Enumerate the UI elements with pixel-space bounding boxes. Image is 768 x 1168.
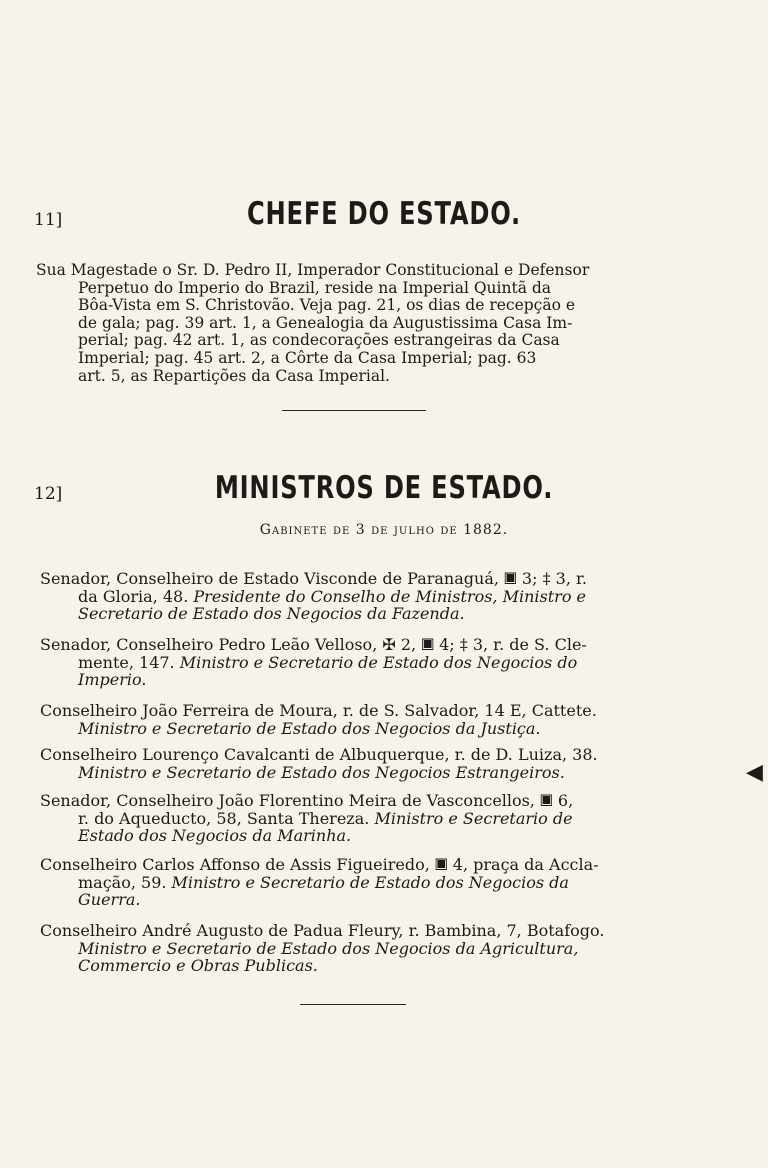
section-number: 12] [34,484,63,504]
entry-line: da Gloria, 48. Presidente do Conselho de Ministros, Ministro e [78,586,586,606]
entry-line: Estado dos Negocios da Marinha. [78,826,352,845]
entry-line: Commercio e Obras Publicas. [78,956,318,975]
divider-rule [282,410,426,411]
entry-line: Senador, Conselheiro Pedro Leão Velloso, ✠ 2, 🞕 4; ‡ 3, r. de S. Cle- [40,635,587,654]
entry-line: Senador, Conselheiro João Florentino Meira de Vasconcellos, 🞕 6, [40,791,574,810]
minister-entry [40,922,674,975]
cabinet-subtitle [0,522,768,538]
paragraph-line: Sua Magestade o Sr. D. Pedro II, Imperador Constitucional e Defensor [36,261,590,279]
divider-rule [300,1004,406,1005]
paragraph-line: Bôa-Vista em S. Christovão. Veja pag. 21, os dias de recepção e [78,296,576,315]
entry-line: Guerra. [78,890,141,909]
minister-entry [40,570,674,623]
entry-line: mação, 59. Ministro e Secretario de Estado dos Negocios da [78,872,569,892]
chefe-paragraph [36,262,668,385]
entry-line: Conselheiro João Ferreira de Moura, r. de S. Salvador, 14 E, Cattete. [40,701,597,720]
entry-line: Ministro e Secretario de Estado dos Negocios da Justiça. [78,718,541,738]
subtitle-year: 1882. [463,522,509,538]
entry-line: Imperio. [78,670,147,689]
minister-entry [40,792,674,845]
entry-line: Conselheiro André Augusto de Padua Fleury, r. Bambina, 7, Botafogo. [40,921,605,940]
entry-line: mente, 147. Ministro e Secretario de Estado dos Negocios do [78,652,578,672]
paragraph-line: perial; pag. 42 art. 1, as condecorações estrangeiras da Casa [78,331,560,350]
section-header-chefe [34,196,734,236]
paragraph-line: Perpetuo do Imperio do Brazil, reside na Imperial Quintã da [78,278,552,297]
entry-line: r. do Aqueducto, 58, Santa Thereza. Ministro e Secretario de [78,808,573,828]
minister-entry [40,636,674,689]
section-title: CHEFE DO ESTADO. [246,196,522,232]
subtitle-day: 3 [355,522,366,538]
subtitle-text: Gabinete de [259,522,356,538]
entry-line: Secretario de Estado dos Negocios da Fazenda. [78,604,465,623]
entry-line: Senador, Conselheiro de Estado Visconde de Paranaguá, 🞕 3; ‡ 3, r. [40,569,587,588]
minister-entry [40,702,674,737]
subtitle-text: de julho de [365,522,464,538]
entry-line: Conselheiro Carlos Affonso de Assis Figueiredo, 🞕 4, praça da Accla- [40,855,599,874]
entry-line: Conselheiro Lourenço Cavalcanti de Albuquerque, r. de D. Luiza, 38. [40,745,598,764]
section-number: 11] [34,210,63,230]
section-title: MINISTROS DE ESTADO. [214,470,554,506]
section-header-ministros [34,470,734,510]
entry-line: Ministro e Secretario de Estado dos Negocios da Agricultura, [78,938,579,958]
paragraph-line: de gala; pag. 39 art. 1, a Genealogia da Augustissima Casa Im- [78,313,573,332]
entry-line: Ministro e Secretario de Estado dos Negocios Estrangeiros. [78,762,565,782]
paragraph-line: art. 5, as Repartições da Casa Imperial. [78,366,390,385]
minister-entry [40,856,674,909]
minister-entry [40,746,674,781]
margin-mark-icon: ◀ [746,760,763,785]
paragraph-line: Imperial; pag. 45 art. 2, a Côrte da Casa Imperial; pag. 63 [78,348,537,367]
